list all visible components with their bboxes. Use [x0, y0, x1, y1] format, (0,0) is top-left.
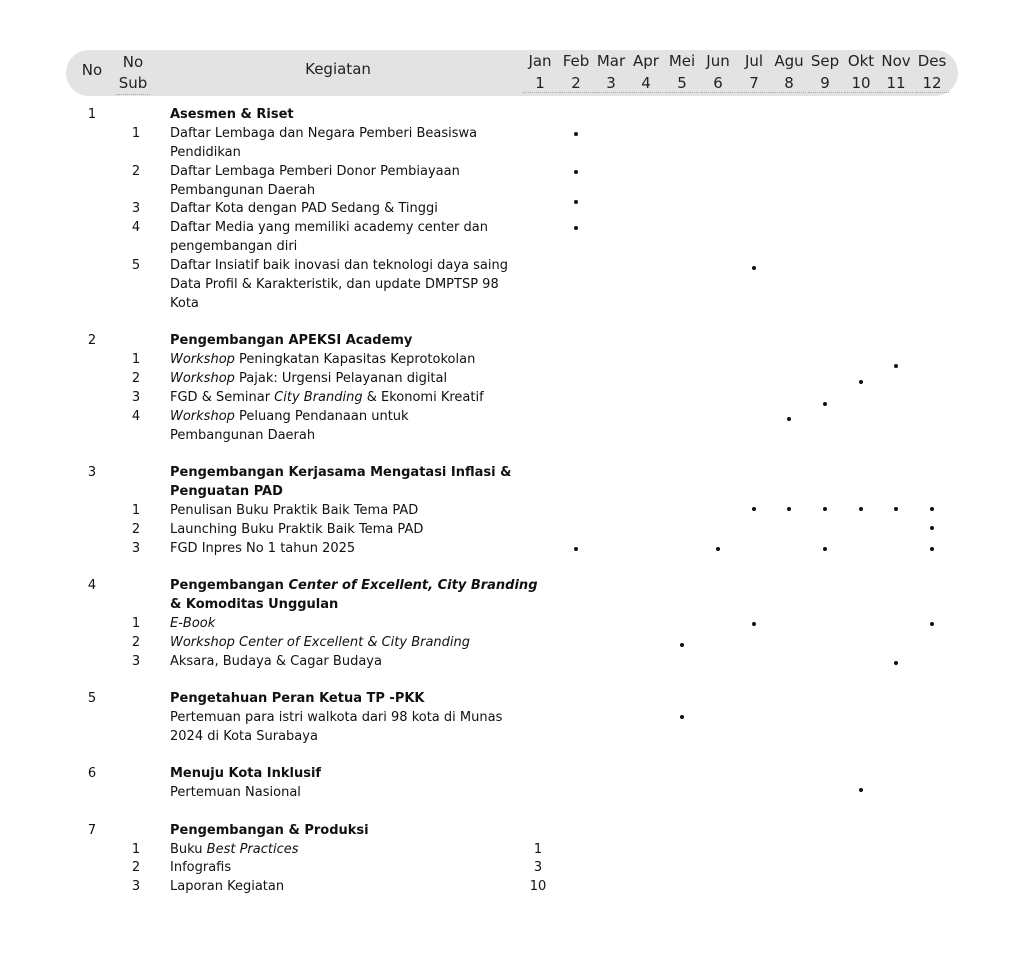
- schedule-dot: [680, 715, 684, 719]
- activity-text: Data Profil & Karakteristik, dan update DMPTSP 98: [170, 277, 499, 292]
- section-title: Menuju Kota Inklusif: [170, 766, 322, 781]
- header-month-name: Jul: [744, 52, 764, 70]
- activity-text: Pertemuan para istri walkota dari 98 kota di Munas: [170, 710, 503, 725]
- schedule-dot: [930, 547, 934, 551]
- row-sub-no: 2: [131, 522, 141, 537]
- row-no: 1: [87, 107, 97, 122]
- section-title: Pengembangan & Produksi: [170, 823, 369, 838]
- activity-text: Pembangunan Daerah: [170, 428, 316, 443]
- header-month-name: Apr: [633, 52, 659, 70]
- row-no: 2: [87, 333, 97, 348]
- schedule-dot: [859, 788, 863, 792]
- section-title: Pengembangan Center of Excellent, City Branding: [170, 578, 538, 593]
- schedule-dot: [930, 526, 934, 530]
- activity-text: Launching Buku Praktik Baik Tema PAD: [170, 522, 424, 537]
- schedule-dot: [823, 507, 827, 511]
- schedule-dot: [574, 132, 578, 136]
- activity-text: FGD Inpres No 1 tahun 2025: [170, 541, 356, 556]
- output-count: 10: [529, 879, 547, 894]
- row-sub-no: 1: [131, 503, 141, 518]
- activity-text: Workshop Peningkatan Kapasitas Keprotokolan: [170, 352, 476, 367]
- activity-text: Pembangunan Daerah: [170, 183, 316, 198]
- row-no: 6: [87, 766, 97, 781]
- header-month-name: Mar: [596, 52, 626, 70]
- header-month-number: 7: [737, 74, 771, 93]
- row-sub-no: 1: [131, 616, 141, 631]
- header-no-sub-line2: Sub: [116, 73, 150, 95]
- row-sub-no: 3: [131, 390, 141, 405]
- header-month-name: Des: [917, 52, 947, 70]
- schedule-dot: [823, 402, 827, 406]
- activity-text: Pendidikan: [170, 145, 241, 160]
- header-month-name: Sep: [810, 52, 840, 70]
- activity-text: Aksara, Budaya & Cagar Budaya: [170, 654, 382, 669]
- schedule-dot: [859, 380, 863, 384]
- section-title: Asesmen & Riset: [170, 107, 294, 122]
- header-month-number: 3: [594, 74, 628, 93]
- header-no: No: [81, 61, 103, 79]
- row-sub-no: 3: [131, 201, 141, 216]
- header-month-name: Mei: [668, 52, 696, 70]
- header-month-number: 10: [844, 74, 878, 93]
- header-month-number: 9: [808, 74, 842, 93]
- row-sub-no: 3: [131, 654, 141, 669]
- schedule-dot: [574, 170, 578, 174]
- schedule-dot: [823, 547, 827, 551]
- schedule-dot: [752, 622, 756, 626]
- activity-text: 2024 di Kota Surabaya: [170, 729, 318, 744]
- activity-text: Workshop Center of Excellent & City Branding: [170, 635, 471, 650]
- row-sub-no: 1: [131, 126, 141, 141]
- schedule-dot: [574, 547, 578, 551]
- header-kegiatan: Kegiatan: [305, 60, 371, 78]
- output-count: 1: [533, 842, 543, 857]
- schedule-dot: [787, 417, 791, 421]
- activity-text: Pertemuan Nasional: [170, 785, 301, 800]
- row-no: 7: [87, 823, 97, 838]
- row-sub-no: 1: [131, 352, 141, 367]
- section-title: Pengetahuan Peran Ketua TP -PKK: [170, 691, 425, 706]
- header-no-sub-line1: No: [122, 53, 144, 71]
- section-title: Penguatan PAD: [170, 484, 283, 499]
- header-month-number: 12: [915, 74, 949, 93]
- activity-text: pengembangan diri: [170, 239, 298, 254]
- row-sub-no: 1: [131, 842, 141, 857]
- activity-text: Daftar Media yang memiliki academy center dan: [170, 220, 488, 235]
- activity-text: FGD & Seminar City Branding & Ekonomi Kreatif: [170, 390, 484, 405]
- activity-text: Workshop Peluang Pendanaan untuk: [170, 409, 409, 424]
- schedule-dot: [859, 507, 863, 511]
- section-title: Pengembangan Kerjasama Mengatasi Inflasi &: [170, 465, 512, 480]
- header-month-name: Okt: [847, 52, 875, 70]
- schedule-dot: [574, 200, 578, 204]
- header-month-number: 4: [629, 74, 663, 93]
- header-month-name: Nov: [881, 52, 911, 70]
- activity-text: E-Book: [170, 616, 216, 631]
- header-month-number: 11: [879, 74, 913, 93]
- activity-text: Workshop Pajak: Urgensi Pelayanan digital: [170, 371, 448, 386]
- section-title: & Komoditas Unggulan: [170, 597, 339, 612]
- row-sub-no: 3: [131, 879, 141, 894]
- activity-text: Penulisan Buku Praktik Baik Tema PAD: [170, 503, 419, 518]
- header-month-number: 2: [559, 74, 593, 93]
- activity-text: Daftar Insiatif baik inovasi dan teknologi daya saing: [170, 258, 508, 273]
- activity-text: Laporan Kegiatan: [170, 879, 285, 894]
- schedule-dot: [752, 507, 756, 511]
- activity-text: Daftar Kota dengan PAD Sedang & Tinggi: [170, 201, 438, 216]
- row-no: 4: [87, 578, 97, 593]
- schedule-dot: [574, 226, 578, 230]
- row-sub-no: 3: [131, 541, 141, 556]
- header-month-name: Jan: [528, 52, 552, 70]
- schedule-dot: [894, 364, 898, 368]
- schedule-dot: [930, 507, 934, 511]
- header-month-number: 6: [701, 74, 735, 93]
- activity-text: Infografis: [170, 860, 232, 875]
- activity-text: Kota: [170, 296, 199, 311]
- row-sub-no: 4: [131, 409, 141, 424]
- row-sub-no: 2: [131, 164, 141, 179]
- header-month-number: 8: [772, 74, 806, 93]
- schedule-dot: [752, 266, 756, 270]
- schedule-dot: [716, 547, 720, 551]
- header-month-name: Feb: [562, 52, 590, 70]
- schedule-dot: [680, 643, 684, 647]
- section-title: Pengembangan APEKSI Academy: [170, 333, 413, 348]
- row-sub-no: 4: [131, 220, 141, 235]
- schedule-dot: [930, 622, 934, 626]
- schedule-dot: [894, 507, 898, 511]
- header-month-name: Agu: [774, 52, 804, 70]
- header-month-number: 1: [523, 74, 557, 93]
- header-no-sub: [116, 52, 150, 95]
- row-no: 5: [87, 691, 97, 706]
- header-month-name: Jun: [706, 52, 730, 70]
- row-sub-no: 2: [131, 860, 141, 875]
- schedule-dot: [894, 661, 898, 665]
- row-no: 3: [87, 465, 97, 480]
- activity-text: Buku Best Practices: [170, 842, 299, 857]
- row-sub-no: 2: [131, 635, 141, 650]
- activity-text: Daftar Lembaga dan Negara Pemberi Beasiswa: [170, 126, 478, 141]
- row-sub-no: 5: [131, 258, 141, 273]
- activity-text: Daftar Lembaga Pemberi Donor Pembiayaan: [170, 164, 460, 179]
- row-sub-no: 2: [131, 371, 141, 386]
- schedule-dot: [787, 507, 791, 511]
- output-count: 3: [533, 860, 543, 875]
- header-month-number: 5: [665, 74, 699, 93]
